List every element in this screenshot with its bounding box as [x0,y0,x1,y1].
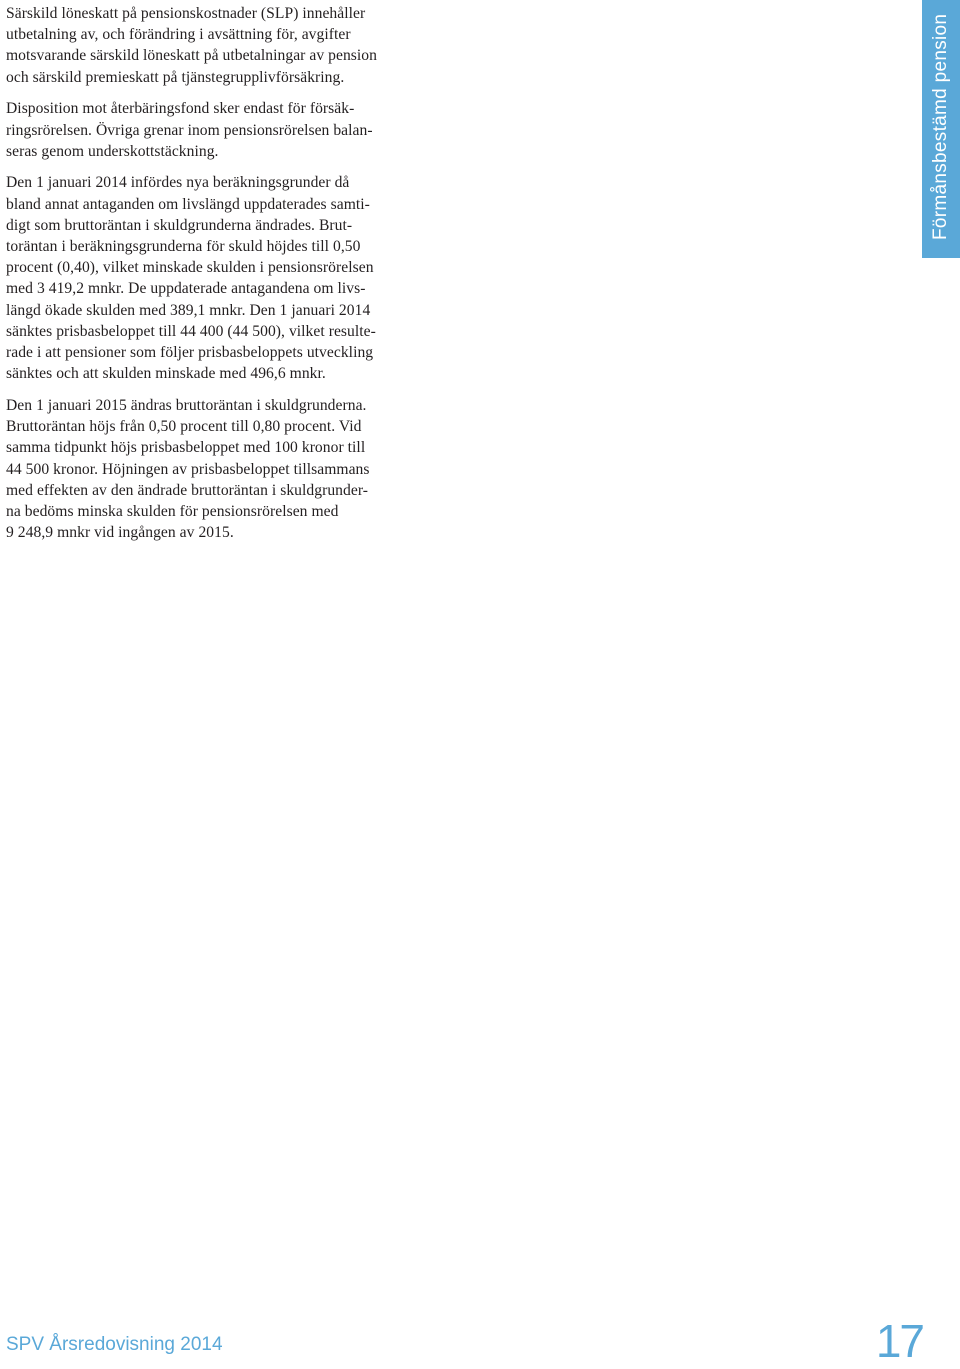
text-line: och särskild premieskatt på tjänstegrupplivförsäkring. [6,68,345,86]
text-line: rade i att pensioner som följer prisbasbeloppets utveckling [6,344,374,362]
text-line: 44 500 kronor. Höjningen av prisbasbeloppet tillsammans [6,460,370,478]
text-line: samma tidpunkt höjs prisbasbeloppet med 100 kronor till [6,439,366,457]
text-line: Särskild löneskatt på pensionskostnader (SLP) innehåller [6,5,366,22]
text-line: ringsrörelsen. Övriga grenar inom pensionsrörelsen balan- [6,121,373,139]
text-line: digt som bruttoräntan i skuldgrunderna ändrades. Brut- [6,216,353,234]
body-text-column [6,3,426,554]
text-line: med effekten av den ändrade bruttoräntan i skuldgrunder- [6,481,369,499]
paragraph-disposition [6,98,426,162]
paragraph-slp [6,3,426,88]
text-line: motsvarande särskild löneskatt på utbetalningar av pension [6,47,377,65]
text-line: toräntan i beräkningsgrunderna för skuld höjdes till 0,50 [6,238,361,256]
text-line: med 3 419,2 mnkr. De uppdaterade antagandena om livs- [6,280,366,298]
footer-report-title: SPV Årsredovisning 2014 [6,1334,223,1355]
page-number: 17 [875,1315,923,1367]
text-line: procent (0,40), vilket minskade skulden i pensionsrörelsen [6,259,374,277]
text-line: Bruttoräntan höjs från 0,50 procent till 0,80 procent. Vid [6,418,362,436]
text-line: sänktes prisbasbeloppet till 44 400 (44 500), vilket resulte- [6,322,376,340]
text-line: Den 1 januari 2014 infördes nya beräkningsgrunder då [6,174,350,192]
section-side-tab [922,0,960,258]
section-tab-label: Förmånsbestämd pension [930,13,951,240]
text-line: Disposition mot återbäringsfond sker endast för försäk- [6,100,355,118]
text-line: sänktes och att skulden minskade med 496,6 mnkr. [6,365,326,383]
text-line: na bedöms minska skulden för pensionsrörelsen med [6,502,339,520]
text-line: seras genom underskottstäckning. [6,142,219,160]
text-line: bland annat antaganden om livslängd uppdaterades samti- [6,195,370,213]
text-line: längd ökade skulden med 389,1 mnkr. Den 1 januari 2014 [6,301,371,319]
paragraph-2014-grounds [6,172,426,384]
text-line: utbetalning av, och förändring i avsättning för, avgifter [6,26,351,44]
text-line: Den 1 januari 2015 ändras bruttoräntan i skuldgrunderna. [6,396,367,414]
paragraph-2015-change [6,395,426,543]
text-line: 9 248,9 mnkr vid ingången av 2015. [6,524,234,542]
